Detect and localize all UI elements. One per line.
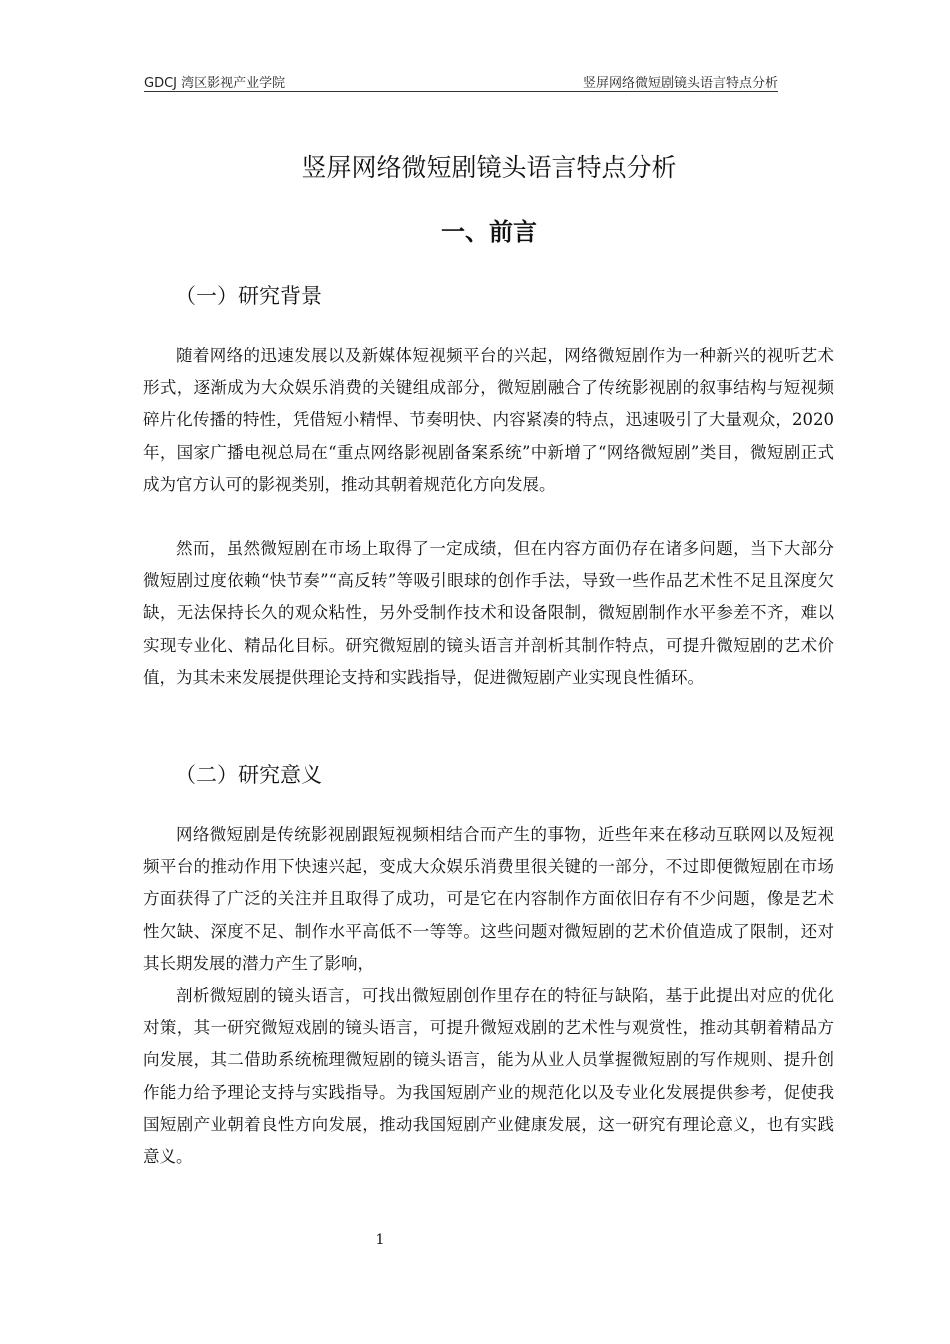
document-title: 竖屏网络微短剧镜头语言特点分析 bbox=[301, 153, 677, 182]
subsection-heading-significance: （二）研究意义 bbox=[175, 763, 322, 787]
header-divider bbox=[144, 91, 778, 92]
page-header bbox=[144, 72, 778, 90]
paragraph: 随着网络的迅速发展以及新媒体短视频平台的兴起，网络微短剧作为一种新兴的视听艺术形式，逐渐成为大众娱乐消费的关键组成部分，微短剧融合了传统影视剧的叙事结构与短视频碎片化传播的特性，凭借短小精悍、节奏明快、内容紧凑的特点，迅速吸引了大量观众，2020 年，国家广播电视总局在“重点网络影视剧备案系统”中新增了“网络微短剧”类目，微短剧正式成为官方认可的影视类别，推动其朝着规范化方向发展。 bbox=[143, 346, 834, 494]
paragraph: 剖析微短剧的镜头语言，可找出微短剧创作里存在的特征与缺陷，基于此提出对应的优化对策，其一研究微短戏剧的镜头语言，可提升微短戏剧的艺术性与观赏性，推动其朝着精品方向发展，其二借助系统梳理微短剧的镜头语言，能为从业人员掌握微短剧的写作规则、提升创作能力给予理论支持与实践指导。为我国短剧产业的规范化以及专业化发展提供参考，促使我国短剧产业朝着良性方向发展，推动我国短剧产业健康发展，这一研究有理论意义，也有实践意义。 bbox=[143, 986, 834, 1167]
subsection-heading-background: （一）研究背景 bbox=[175, 284, 322, 308]
page-number: 1 bbox=[375, 1232, 385, 1248]
paragraph: 然而，虽然微短剧在市场上取得了一定成绩，但在内容方面仍存在诸多问题，当下大部分微短剧过度依赖“快节奏”“高反转”等吸引眼球的创作手法，导致一些作品艺术性不足且深度欠缺，无法保持长久的观众粘性，另外受制作技术和设备限制，微短剧制作水平参差不齐，难以实现专业化、精品化目标。研究微短剧的镜头语言并剖析其制作特点，可提升微短剧的艺术价值，为其未来发展提供理论支持和实践指导，促进微短剧产业实现良性循环。 bbox=[143, 539, 834, 687]
header-institution: GDCJ 湾区影视产业学院 bbox=[144, 76, 286, 91]
paragraph: 网络微短剧是传统影视剧跟短视频相结合而产生的事物，近些年来在移动互联网以及短视频平台的推动作用下快速兴起，变成大众娱乐消费里很关键的一部分，不过即便微短剧在市场方面获得了广泛的关注并且取得了成功，可是它在内容制作方面依旧存有不少问题，像是艺术性欠缺、深度不足、制作水平高低不一等等。这些问题对微短剧的艺术价值造成了限制，还对其长期发展的潜力产生了影响， bbox=[143, 825, 834, 973]
section-title: 一、前言 bbox=[441, 218, 537, 246]
header-doc-title: 竖屏网络微短剧镜头语言特点分析 bbox=[582, 76, 778, 91]
